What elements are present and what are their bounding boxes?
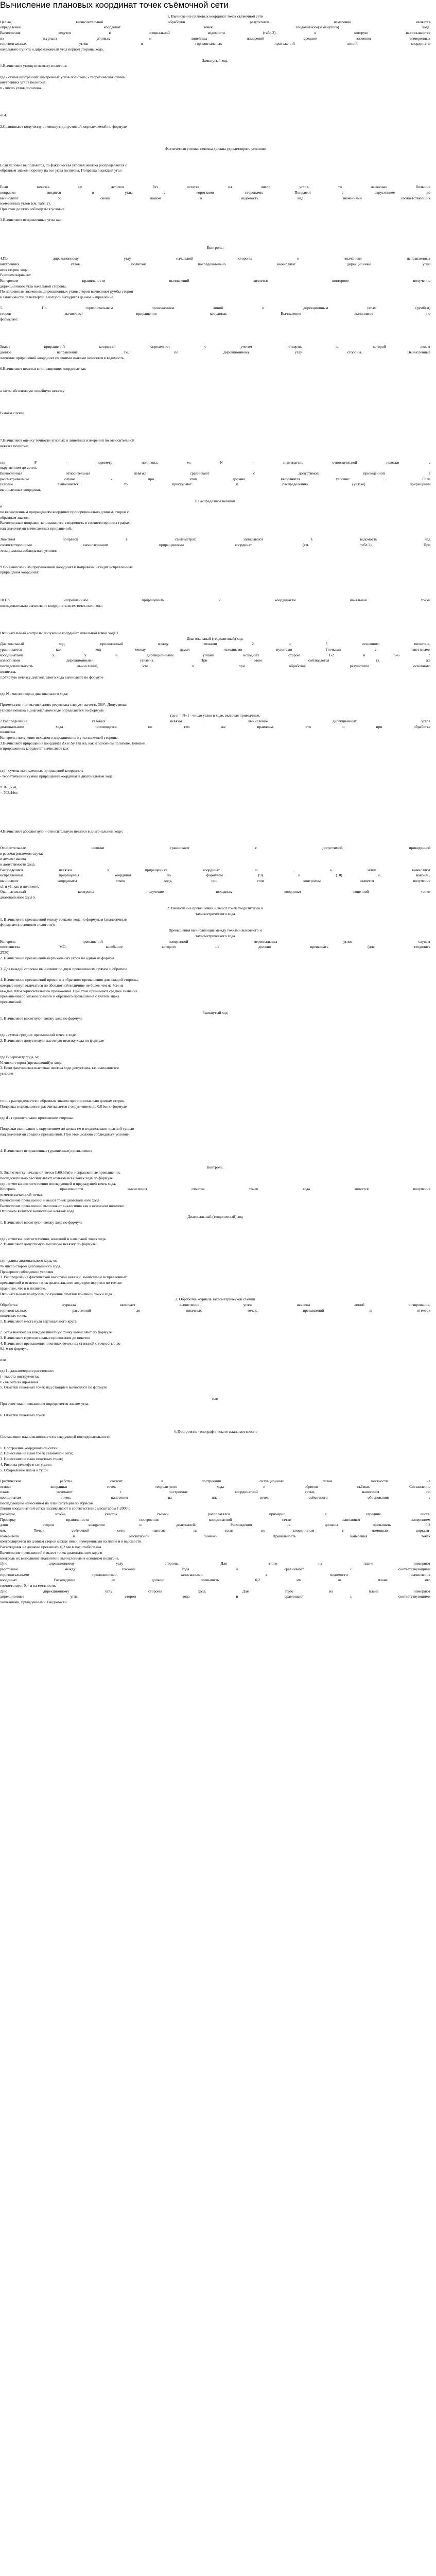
text-line: вычисляют со своим знаком в ведомость над значениями соответствующих [0,195,430,200]
blank-line [0,333,430,339]
text-line: соответствует 0,4 м на местности. [0,1583,56,1588]
text-line: начального пункта и дирекционный угол первой стороны хода. [0,47,104,52]
text-line: формулам: [0,316,18,321]
text-line: или [212,1396,218,1401]
blank-line [0,427,430,433]
blank-line [0,383,430,388]
text-line: и [0,504,3,509]
text-line: 6.Вычисляют невязки в приращениях координат как [0,366,86,371]
blank-line [0,697,430,702]
blank-line [0,1231,430,1236]
blank-line [0,174,430,179]
blank-line [0,493,430,499]
text-line: из журнала угловых и линейных измерений средние значения измеренных [0,36,430,41]
text-line: измерителя и масштабной линейки. Правильность нанесения точек [0,1533,430,1538]
text-line: По найденным значениям дирекционных углов сторон вычисляют румбы сторон [0,289,133,294]
text-line: где - сумма внутренних измеренных углов полигона; - теоретическая сумма [0,74,125,79]
text-line: где n = N+1 - число углов в ходе, включая примычные. [170,713,260,718]
page-title: Вычисление плановых координат точек съёмочной сети [0,0,229,10]
text-line: 4. Вычисление превышений прямого и обратного превышения для каждой стороны, [0,977,138,982]
blank-line [0,1225,430,1231]
blank-line [0,757,430,763]
text-line: полигона. [0,730,16,735]
blank-line [0,432,430,438]
blank-line [0,961,430,967]
blank-line [0,118,430,124]
blank-line [0,592,430,598]
blank-line [0,1154,430,1159]
text-line: в рассматриваемом случае [0,851,44,856]
blank-line [0,234,430,240]
text-line: 1.Угловую невязку диагонального хода вычисляют по формуле [0,674,103,680]
blank-line [0,1247,430,1253]
blank-line [0,1159,430,1165]
text-line: последовательность вычислений, что и при обработке результатов основного [0,664,430,669]
text-line: Диагональный (теодолитный) ход [187,1214,243,1219]
blank-line [0,53,430,58]
text-line: значениями, приведёнными в ведомости. [0,1600,68,1604]
text-line: x1 и y1, как в полигоне. [0,884,39,889]
text-line: где - длина диагонального хода, м; [0,1258,57,1263]
text-line: где P-периметр хода, м; [0,1054,39,1059]
text-line: 4. Вычисляют исправленные (уравненные) превышения [0,1148,92,1153]
blank-line [0,328,430,333]
text-line: над значениями средних превышений. При этом должно соблюдаться условие [0,1131,129,1137]
text-line: 1. Вычисление превышений между точками хода по формулам (аналогичным [0,917,128,922]
blank-line [0,151,430,157]
text-line: Распределяют невязки в приращениях координат и , а затем вычисляют [0,867,430,872]
text-line: 8.Распределяют невязки [195,498,235,503]
text-line: v - высота визирования. [0,1379,40,1384]
blank-line [0,823,430,829]
text-line: округлением до сотен. [0,465,37,470]
text-line: обратным знаком поровну на все углы полигона. Поправка в каждый угол [0,168,122,173]
text-line: n - число углов полигона. [0,85,42,90]
text-line: Диагональный ход, проложенный между точками 2 и 5 основного полигона, [0,641,430,647]
blank-line [0,587,430,592]
text-line: 4.По дирекционному углу начальной стороны и значениям исправленных [0,256,430,261]
blank-line [0,1352,430,1358]
text-line: 4. Построение топографического плана местности [173,1429,257,1434]
text-line: этом должны соблюдаться условия: [0,548,59,553]
text-line: Контролем правильности вычислений является повторное получение [0,278,430,283]
blank-line [0,1423,430,1429]
text-line: условие [0,1071,13,1076]
text-line: и делают вывод [0,856,26,861]
text-line: Вычисление превышений и высот точек диагонального хода [0,1197,99,1202]
blank-line [0,96,430,102]
blank-line [0,625,430,631]
blank-line [0,1407,430,1413]
text-line: рассматриваемом случае - при этом должно выполнятся условие: . Если [0,476,430,481]
text-line: вычисляют координаты точек хода, при этом контролем является получение [0,878,430,883]
blank-line [0,1022,430,1027]
blank-line [0,1044,430,1049]
text-line: где l - дальномерное расстояние; [0,1368,54,1374]
text-line: 0,1 м по формуле [0,1346,28,1351]
blank-line [0,157,430,163]
blank-line [0,339,430,345]
blank-line [0,1005,430,1011]
text-line: отметки начальной точки. [0,1192,43,1197]
text-line: расстояние между точками хода и сравнивают с соответствующими [0,1566,430,1571]
text-line: а затем абсолютную линейную невязку [0,388,65,393]
blank-line [0,1121,430,1126]
blank-line [0,1027,430,1033]
blank-line [0,240,430,245]
blank-line [0,834,430,840]
blank-line [0,69,430,75]
blank-line [0,801,430,807]
blank-line [0,614,430,620]
blank-line [0,608,430,614]
text-line: Контроль правильности вычисления отметок точек хода является получение [0,1187,430,1192]
text-line: 1)по дирекционному углу стороны. Для этого на плане измеряют [0,1561,430,1566]
text-line: вычисленных координат. [0,487,41,493]
blank-line [0,1088,430,1093]
text-line: 3. Если фактическая высотная невязка ходе допустима, т.е. выполняется [0,1065,119,1071]
text-line: невязке полигона [0,443,29,448]
text-line: 4. Рисовка рельефа и ситуации; [0,1462,52,1467]
blank-line [0,620,430,625]
text-line: превышений и отметок точек диагонального хода производится по тем же [0,1280,122,1285]
text-line: = 161,55м, [0,785,18,790]
text-line: в приращениях координат вычисляют как [0,746,69,751]
text-line: 2. Вычисляют допустимую высотную невязку хода по формуле [0,1038,104,1043]
text-line: горизонтальными проложениями, записанными в ведомости вычисления [0,1572,430,1577]
blank-line [0,361,430,366]
text-line: длин сторон квадратов и диагоналей. Расхождения не должны превышать 0,2 [0,1522,430,1528]
blank-line [0,553,430,559]
text-line: Относительные невязки сравнивают с допустимой, приведенной [0,845,430,850]
text-line: Диагональный (теодолитный) ход. [187,636,243,641]
blank-line [0,399,430,405]
text-line: 3.Вычисляют приращения координат Δx и Δy так же, как и основном полигоне. Невязки [0,740,146,745]
text-line: мм. Точки съёмочной сети наносят на план по координатам с помощью циркуля- [0,1528,430,1533]
text-line: правилам, что и в полигоне. [0,1285,46,1291]
text-line: каждые 100м горизонтального проложения. При этом принимают среднее значение [0,988,137,993]
text-line: приращения координат: [0,570,40,575]
text-line: Составление плана выполняется в следующей последовательности: [0,1434,112,1439]
text-line: тахеометрического хода [195,933,235,938]
text-line: 2.Распределение угловых невязок, вычисление дирекционных углов [0,719,430,723]
text-line: условие выполняется, то приступают к распределению (увязке) приращений [0,482,430,487]
text-line: Целью вычислительной обработки результатов измерений является [0,19,430,24]
text-line: внутренних углов полигона последовательно вычисляют дирекционные углы [0,261,430,266]
text-line: При этом знак превышения определяется знаком угла. [0,1401,90,1406]
blank-line [0,1143,430,1148]
text-line: 7.Вычисляют оценку точности угловых и линейных измерений по относительной [0,437,135,443]
text-line: 5. Оформление плана в туши. [0,1467,49,1472]
blank-line [0,1049,430,1055]
text-line: Вычисление превышений выполняют аналогично как в основном полигоне. [0,1203,125,1208]
text-line: Примечание: при вычислениях результата следует вычесть 360°. Допустимая [0,702,128,707]
text-line: сторон вычисляют приращения координат. Вычисления выполняют по [0,311,430,316]
blank-line [0,323,430,328]
blank-line [0,416,430,421]
text-line: в зависимости от четверти, в которой находится данное направление [0,295,113,300]
text-line: 4. Вычисляют превышения пикетных точек над станцией с точностью до [0,1341,120,1346]
blank-line [0,581,430,587]
blank-line [0,212,430,218]
text-line: горизонтальных углов и горизонтальных проложений линий, координаты [0,41,430,46]
text-line: Графические работы состоят в построении ситуационного плана местности на [0,1478,430,1483]
blank-line [0,1093,430,1099]
text-line: формулам в основном полигоне): [0,922,55,927]
text-line: 2. Вычисляют допустимую высотную невязку по формуле [0,1242,96,1247]
blank-line [0,141,430,146]
text-line: 3.Вычисляют исправленные углы как [0,217,62,223]
text-line: где d - горизонтальное проложение стороны. [0,1115,74,1120]
blank-line [0,1077,430,1082]
text-line: последовательно вычисляют координаты всех точек полигона: [0,603,103,608]
blank-line [0,532,430,537]
text-line: диагонального хода 5. [0,895,37,900]
text-line: 2. Углы наклона на каждую пикетную точку вычисляют по формуле [0,1330,112,1335]
text-line: 2. Вычисление превышений вертикальных углов по одной из формул [0,955,114,960]
text-line: превышения со знаком прямого и обратного превышения с учетом знака [0,994,119,999]
text-line: 2. Вычисление превышений и высот точек теодолитного и [167,906,264,911]
text-line: Обработка журнала включает вычисление углов наклона линий визирования, [0,1302,430,1307]
text-line: контролируется по длинам сторон между ними, измеренными на плане и в ведомости. [0,1539,143,1544]
text-line: всех сторон хода: [0,267,29,272]
blank-line [0,763,430,769]
blank-line [0,1110,430,1115]
text-line: обратным знаком. [0,515,30,520]
blank-line [0,1440,430,1446]
text-line: Вычисления ведутся в специальной ведомости (табл.2), в которую выписываются [0,30,430,36]
text-line: данное направление, т.е. по дирекционному углу стороны. Вычисленные [0,349,430,354]
text-line: 2.Сравнивают полученную невязку с допустимой, определяемой по формуле [0,124,127,129]
text-line: превышений. [0,999,22,1005]
blank-line [0,377,430,383]
text-line: 3. Для каждой стороны вычисляют по двум превышениям прямое и обратное [0,966,128,971]
text-line: 3. Обработка журнала тахеометрической съёмки [175,1297,255,1302]
blank-line [0,91,430,97]
blank-line [0,901,430,906]
text-line: В моём случае [0,410,24,415]
text-line: дирекционные углы сторон хода и сравнивают с соответствующими [0,1594,430,1599]
text-line: диагонального хода производятся по тем же правилам, что и при обработке [0,724,430,729]
blank-line [0,421,430,427]
blank-line [0,394,430,399]
blank-line [0,300,430,306]
blank-line [0,840,430,845]
text-line: последующим нанесением на план ситуации по абрисам. [0,1500,94,1505]
text-line: о допустимости хода. [0,861,36,867]
text-line: 3. Нанесение на план пикетных точек; [0,1456,63,1462]
blank-line [0,229,430,234]
text-line: Вычисление превышений и высот точек диагонального хода и [0,1550,102,1555]
blank-line [0,779,430,785]
text-line: Отличием является вычисление невязок хода. [0,1209,75,1214]
blank-line [0,108,430,113]
text-line: 9.По вычисленным приращениям координат и поправкам находят исправленные [0,564,133,569]
text-line: 6. Отметки пикетных точек [0,1412,45,1417]
text-line: то она распределяется с обратным знаком пропорционально длинам сторон. [0,1098,126,1104]
blank-line [0,129,430,135]
text-line: где Р - периметр полигона, м; N - знаменатель относительной невязки с [0,460,430,465]
text-line: измеренных углов (см. табл.2). [0,201,51,206]
blank-line [0,1363,430,1368]
text-line: которые могут отличаться по абсолютной величине не более чем на 4см на [0,983,124,988]
text-line: горизонтальных расстояний до пикетных точек, превышений и отметок [0,1308,430,1313]
text-line: угловая невязка в диагональном ходе определяется по формуле [0,707,104,713]
text-line: Замкнутый ход [202,1010,228,1015]
text-line: Если условие выполняется, то фактическая угловая невязка распределяется с [0,162,127,167]
text-line: Вычисленная относительная невязка сравнивают с допустимой, приведенной в [0,471,430,476]
text-line: уравнивается как ход между двумя исходными пунктами (точками с известными [0,647,430,652]
blank-line [0,223,430,229]
text-line: 5. Зная отметку начальной точки (160,59м) и исправленные превышения, [0,1170,120,1175]
text-line: поправки вводятся в углы с короткими сторонами. Поправки с округлением до [0,190,430,195]
text-line: Проверку правильности построения координатной сетки выполняют измерением [0,1517,430,1522]
text-line: Проверяют соблюдение условия [0,1269,54,1274]
blank-line [0,559,430,565]
text-line: 1. Вычисление плановых координат точек съёмочной сети [167,14,264,19]
text-line: где - отметки соответственно последующей и предыдущей точек хода. [0,1181,116,1186]
text-line: 3. Вычисляют горизонтальные проложения до пикетов [0,1335,90,1340]
text-line: пикетных точек. [0,1313,27,1318]
blank-line [0,680,430,686]
text-line: последовательно рассчитывают отметки всех точек хода по формуле [0,1176,113,1181]
text-line: Контроль: [206,245,224,250]
text-line: значения приращений координат со своими знаками заносятся в ведомость. [0,355,125,360]
text-line: исправленные приращения координат по формулам (9) и (10) и, наконец, [0,873,430,878]
blank-line [0,812,430,818]
text-line: Контроль: получение исходного дирекционного угла конечной стороны. [0,735,119,740]
text-line: Контроль превышений измеренной вертикальных углов служит [0,939,430,944]
text-line: Вычисленные поправки записываются в ведомость в соответствующих графах [0,520,130,526]
text-line: i - высота инструмента; [0,1374,39,1379]
text-line: координатами x, y и дирекционными углами исходных сторон 1-2 и 5-6 с [0,652,430,657]
text-line: 5. Отметки пикетных точек над станцией вычисляют по формуле [0,1385,108,1390]
text-line: Замкнутый ход. [202,58,229,63]
text-line: Окончательный контроль: получение координат начальной точки хода 1. [0,631,119,635]
text-line: полигона. [0,669,16,674]
text-line: дирекционного угла начальной стороны. [0,283,67,289]
blank-line [0,796,430,802]
text-line: Окончательным контролем получение отметки конечной точки хода. [0,1291,113,1296]
text-line: плана начинают с построения координатной сетки, нанесения по [0,1489,430,1495]
text-line: Фактическая угловая невязка должна удовлетворять условию [165,146,266,151]
text-line: 10.По исправленным приращениям и координатам начальной точки [0,597,430,602]
blank-line [0,372,430,378]
blank-line [0,1325,430,1330]
blank-line [0,1137,430,1143]
text-line: соответствующими вычисленными приращениями координат (см. табл.2). При [0,543,430,547]
blank-line [0,102,430,108]
blank-line [0,575,430,581]
blank-line [0,1253,430,1259]
text-line: Знаки приращений координат определяют с учетом четверти, в которой лежит [0,344,430,349]
blank-line [0,1082,430,1088]
text-line: N-число сторон (превышений) в ходе. [0,1060,63,1065]
text-line: 2. Нанесение на план точек съёмочной сети; [0,1451,73,1456]
blank-line [0,454,430,460]
text-line: координатам точек, нанесения на план точек съёмочного обоснования с [0,1495,430,1500]
text-line: В нашем варианте: [0,273,31,278]
text-line: При этом должно соблюдаться условие [0,207,65,212]
document-body [0,14,430,1605]
text-line: Поправка в превышения рассчитывается с округлением до 0,01м по формуле [0,1104,127,1109]
blank-line [0,686,430,691]
text-line: постоянства МО, колебание которого не должно превышать (для теодолита [0,944,430,950]
text-line: 5. По горизонтальным проложениям линий и дирекционным углам (румбам) [0,306,430,311]
text-line: Поправки вычисляют с округлением до целых см и подписывают красной тушью [0,1126,134,1131]
blank-line [0,1418,430,1423]
text-line: 4.Вычисляют абсолютную и относительную невязки в диагональном ходе: [0,828,123,834]
text-line: где - сумма средних превышений точек в ходе. [0,1032,77,1038]
blank-line [0,1473,430,1479]
text-line: Линии координатной сетки подписывают в соответствии с масштабом 1:2000 с [0,1506,130,1511]
text-line: или [0,1357,6,1362]
text-line: основе координат точек теодолитного хода и абрисов съёмки. Составление [0,1484,430,1489]
text-line: известными дирекционными углами). При этом соблюдается та же [0,658,430,663]
text-line: координат. Расхождение не должно превышать 0,2 мм на плане, что [0,1578,430,1583]
blank-line [0,818,430,823]
blank-line [0,807,430,812]
text-line: 1.Вычисляют угловую невязку полигона: [0,63,67,69]
text-line: Если невязка не делится без остатка на число углов, то несколько большие [0,184,430,190]
text-line: Расхождения не должны превышать 0,2 мм в масштабе плана. [0,1545,102,1550]
text-line: 1. Вычисляют места нуля вертикального круга [0,1318,77,1324]
text-line: по вычисленным приращениям координат пропорционально длинам, сторон с [0,509,129,514]
text-line: внутренних углов полигона; [0,80,47,85]
blank-line [0,1391,430,1396]
text-line: где N - число сторон диагонального хода; [0,691,68,696]
text-line: расчётом, чтобы участок съёмки располагался примерно в середине листа. [0,1512,430,1516]
blank-line [0,135,430,141]
blank-line [0,972,430,978]
text-line: 1. Построение координатной сетки. [0,1445,59,1450]
text-line: -0.4. [0,113,7,118]
text-line: 3. Распределение фактической высотной невязки, вычисление исправленных [0,1275,127,1280]
text-line: контроль их выполняют аналогично вычислениям в основном полигоне. [0,1555,119,1561]
text-line: Значения поправок в сантиметрах записывают в ведомость над [0,537,430,542]
text-line: - теоретические суммы приращений координат в диагональном ходе. [0,773,114,778]
text-line: Контроль: [206,1164,224,1170]
text-line: где - суммы вычисленных приращений координат; [0,768,83,773]
text-line: =-703,44м; [0,790,18,795]
text-line: 1. Вычисляют высотную невязку хода по формуле [0,1016,83,1021]
blank-line [0,179,430,185]
text-line: определение координат точек теодолитного(замкнутого) хода. [0,25,430,30]
blank-line [0,752,430,757]
text-line: тахеометрического хода [195,911,235,917]
text-line: Превышения вычисляющие между точками высотного и [168,928,262,933]
blank-line [0,449,430,454]
text-line: над значениями вычисленных приращений. [0,526,72,531]
text-line: N- число сторон диагонального хода. [0,1264,61,1269]
blank-line [0,251,430,257]
text-line: где - отметки, соответственно, конечной и начальной точек хода. [0,1236,107,1241]
text-line: 1. Вычисляют высотную невязку хода по формуле [0,1219,83,1225]
text-line: 2)по дирекционному углу стороны хода. Для этого на плане измеряют [0,1588,430,1594]
text-line: Окончательный контроль: получение исходных координат конечной точки [0,889,430,894]
text-line: 2Т30). [0,950,11,955]
blank-line [0,405,430,411]
